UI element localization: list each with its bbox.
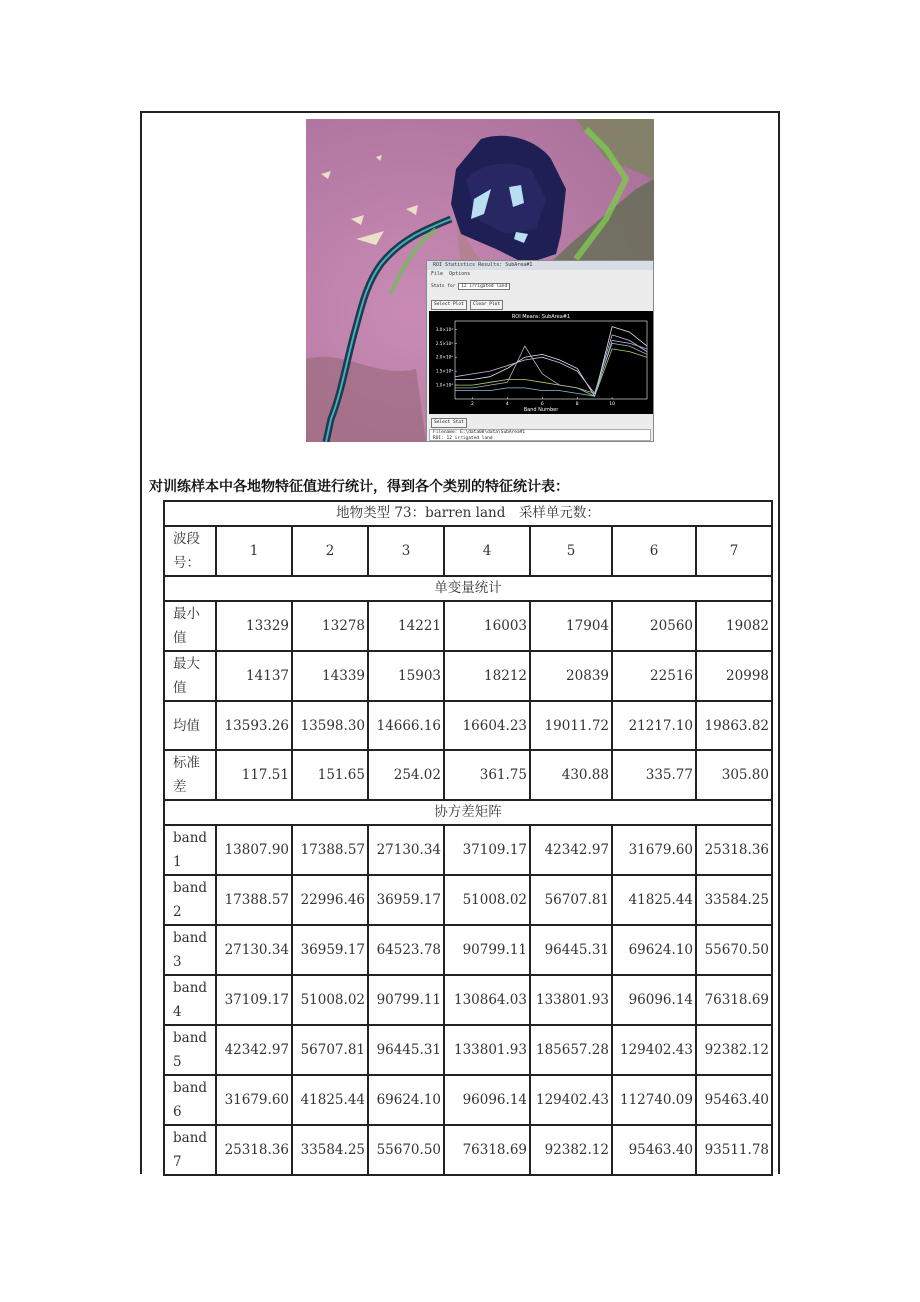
covariance-row — [164, 1125, 772, 1175]
row-label: band 5 — [164, 1025, 216, 1075]
x-tick-label: 10 — [609, 402, 615, 407]
covariance-row — [164, 925, 772, 975]
table-cell: 93511.78 — [696, 1125, 772, 1175]
table-cell: 17904 — [530, 601, 612, 651]
table-cell: 76318.69 — [696, 975, 772, 1025]
row-label: band 3 — [164, 925, 216, 975]
table-cell: 33584.25 — [292, 1125, 368, 1175]
band-header-row — [164, 526, 772, 576]
chart-title: ROI Means: SubArea#1 — [511, 314, 571, 320]
table-cell: 42342.97 — [530, 825, 612, 875]
row-label: 均值 — [164, 701, 216, 750]
stats-for-select[interactable]: 12 irrigated land — [458, 283, 510, 290]
table-cell: 36959.17 — [368, 875, 444, 925]
roi-means-chart — [429, 311, 653, 414]
table-cell: 151.65 — [292, 750, 368, 800]
table-cell: 361.75 — [444, 750, 530, 800]
series-line-s5 — [455, 341, 647, 397]
table-cell: 130864.03 — [444, 975, 530, 1025]
table-cell: 92382.12 — [696, 1025, 772, 1075]
covariance-row — [164, 1075, 772, 1125]
table-cell: 41825.44 — [292, 1075, 368, 1125]
table-cell: 6 — [612, 526, 696, 576]
table-cell: 95463.40 — [612, 1125, 696, 1175]
y-tick-label: 1.0×10⁴ — [435, 382, 453, 388]
table-cell: 112740.09 — [612, 1075, 696, 1125]
y-tick-label: 1.5×10⁴ — [435, 368, 453, 374]
clear-plot-button[interactable]: Clear Plot — [470, 300, 503, 310]
table-cell: 20839 — [530, 651, 612, 701]
console-line-1: Filename: E:\data08\data\SubArea#1 — [433, 430, 526, 435]
table-cell: 7 — [696, 526, 772, 576]
univariate-row — [164, 701, 772, 750]
menu-bar — [427, 270, 653, 278]
table-cell: 133801.93 — [444, 1025, 530, 1075]
table-cell: 95463.40 — [696, 1075, 772, 1125]
covariance-row — [164, 825, 772, 875]
table-title: 地物类型 73：barren land 采样单元数： — [164, 501, 772, 526]
y-tick-label: 2.5×10⁴ — [435, 340, 453, 346]
univariate-row — [164, 750, 772, 800]
menu-options[interactable]: Options — [449, 271, 471, 277]
menu-file[interactable]: File — [431, 271, 444, 277]
table-cell: 69624.10 — [368, 1075, 444, 1125]
row-label: band 2 — [164, 875, 216, 925]
table-cell: 90799.11 — [444, 925, 530, 975]
table-cell: 16604.23 — [444, 701, 530, 750]
table-cell: 14666.16 — [368, 701, 444, 750]
covariance-title: 协方差矩阵 — [164, 800, 772, 825]
statistics-table — [163, 500, 773, 1176]
table-cell: 129402.43 — [530, 1075, 612, 1125]
table-cell: 430.88 — [530, 750, 612, 800]
console-line-2: ROI: 12 irrigated land — [433, 435, 493, 441]
table-cell: 19011.72 — [530, 701, 612, 750]
window-title: ROI Statistics Results: SubArea#1 — [427, 261, 653, 270]
table-cell: 96096.14 — [444, 1075, 530, 1125]
row-label: band 6 — [164, 1075, 216, 1125]
table-cell: 5 — [530, 526, 612, 576]
table-cell: 22996.46 — [292, 875, 368, 925]
y-tick-label: 2.0×10⁴ — [435, 354, 453, 360]
x-axis-label: Band Number — [523, 407, 559, 413]
table-cell: 76318.69 — [444, 1125, 530, 1175]
table-cell: 133801.93 — [530, 975, 612, 1025]
table-cell: 20560 — [612, 601, 696, 651]
table-cell: 18212 — [444, 651, 530, 701]
y-tick-label: 3.0×10⁴ — [435, 326, 453, 332]
stats-console — [429, 429, 651, 441]
row-label: band 4 — [164, 975, 216, 1025]
table-cell: 56707.81 — [530, 875, 612, 925]
table-cell: 13807.90 — [216, 825, 292, 875]
x-tick-label: 4 — [505, 402, 509, 407]
table-cell: 16003 — [444, 601, 530, 651]
table-cell: 15903 — [368, 651, 444, 701]
series-line-s2 — [455, 335, 647, 394]
table-cell: 27130.34 — [368, 825, 444, 875]
table-cell: 42342.97 — [216, 1025, 292, 1075]
table-cell: 13329 — [216, 601, 292, 651]
table-cell: 19863.82 — [696, 701, 772, 750]
table-cell: 22516 — [612, 651, 696, 701]
table-cell: 27130.34 — [216, 925, 292, 975]
x-tick-label: 6 — [540, 402, 544, 407]
table-cell: 90799.11 — [368, 975, 444, 1025]
table-cell: 36959.17 — [292, 925, 368, 975]
table-cell: 96096.14 — [612, 975, 696, 1025]
table-cell: 37109.17 — [444, 825, 530, 875]
table-cell: 37109.17 — [216, 975, 292, 1025]
univariate-row — [164, 601, 772, 651]
table-cell: 13278 — [292, 601, 368, 651]
table-cell: 305.80 — [696, 750, 772, 800]
covariance-row — [164, 1025, 772, 1075]
table-cell: 96445.31 — [530, 925, 612, 975]
univariate-row — [164, 651, 772, 701]
table-cell: 41825.44 — [612, 875, 696, 925]
table-cell: 56707.81 — [292, 1025, 368, 1075]
table-cell: 13598.30 — [292, 701, 368, 750]
row-label: 标准差 — [164, 750, 216, 800]
table-cell: 2 — [292, 526, 368, 576]
table-cell: 14339 — [292, 651, 368, 701]
row-label: band 1 — [164, 825, 216, 875]
table-cell: 69624.10 — [612, 925, 696, 975]
covariance-row — [164, 975, 772, 1025]
table-cell: 51008.02 — [444, 875, 530, 925]
stats-for-label: Stats for — [431, 284, 456, 289]
select-plot-button[interactable]: Select Plot — [431, 300, 467, 310]
table-cell: 20998 — [696, 651, 772, 701]
table-cell: 4 — [444, 526, 530, 576]
roi-statistics-window — [426, 260, 654, 442]
table-cell: 117.51 — [216, 750, 292, 800]
row-label: 最小值 — [164, 601, 216, 651]
table-cell: 21217.10 — [612, 701, 696, 750]
section-heading: 对训练样本中各地物特征值进行统计，得到各个类别的特征统计表： — [149, 479, 569, 495]
table-cell: 51008.02 — [292, 975, 368, 1025]
table-cell: 129402.43 — [612, 1025, 696, 1075]
table-cell: 14137 — [216, 651, 292, 701]
table-cell: 33584.25 — [696, 875, 772, 925]
table-cell: 17388.57 — [216, 875, 292, 925]
table-cell: 185657.28 — [530, 1025, 612, 1075]
table-cell: 335.77 — [612, 750, 696, 800]
univariate-title: 单变量统计 — [164, 576, 772, 601]
satellite-figure — [306, 119, 654, 442]
table-cell: 25318.36 — [696, 825, 772, 875]
x-tick-label: 8 — [575, 402, 579, 407]
table-cell: 31679.60 — [612, 825, 696, 875]
x-tick-label: 2 — [471, 402, 474, 407]
table-cell: 92382.12 — [530, 1125, 612, 1175]
table-cell: 14221 — [368, 601, 444, 651]
table-cell: 17388.57 — [292, 825, 368, 875]
table-cell: 19082 — [696, 601, 772, 651]
covariance-row — [164, 875, 772, 925]
table-cell: 31679.60 — [216, 1075, 292, 1125]
table-cell: 96445.31 — [368, 1025, 444, 1075]
series-line-s3 — [455, 349, 647, 396]
select-stat-button[interactable]: Select Stat — [431, 418, 467, 428]
table-cell: 64523.78 — [368, 925, 444, 975]
table-cell: 55670.50 — [696, 925, 772, 975]
table-cell: 55670.50 — [368, 1125, 444, 1175]
table-cell: 3 — [368, 526, 444, 576]
series-line-s4 — [455, 343, 647, 393]
table-cell: 1 — [216, 526, 292, 576]
row-label: 最大值 — [164, 651, 216, 701]
row-label: 波段号： — [164, 526, 216, 576]
table-cell: 254.02 — [368, 750, 444, 800]
table-cell: 13593.26 — [216, 701, 292, 750]
row-label: band 7 — [164, 1125, 216, 1175]
table-cell: 25318.36 — [216, 1125, 292, 1175]
